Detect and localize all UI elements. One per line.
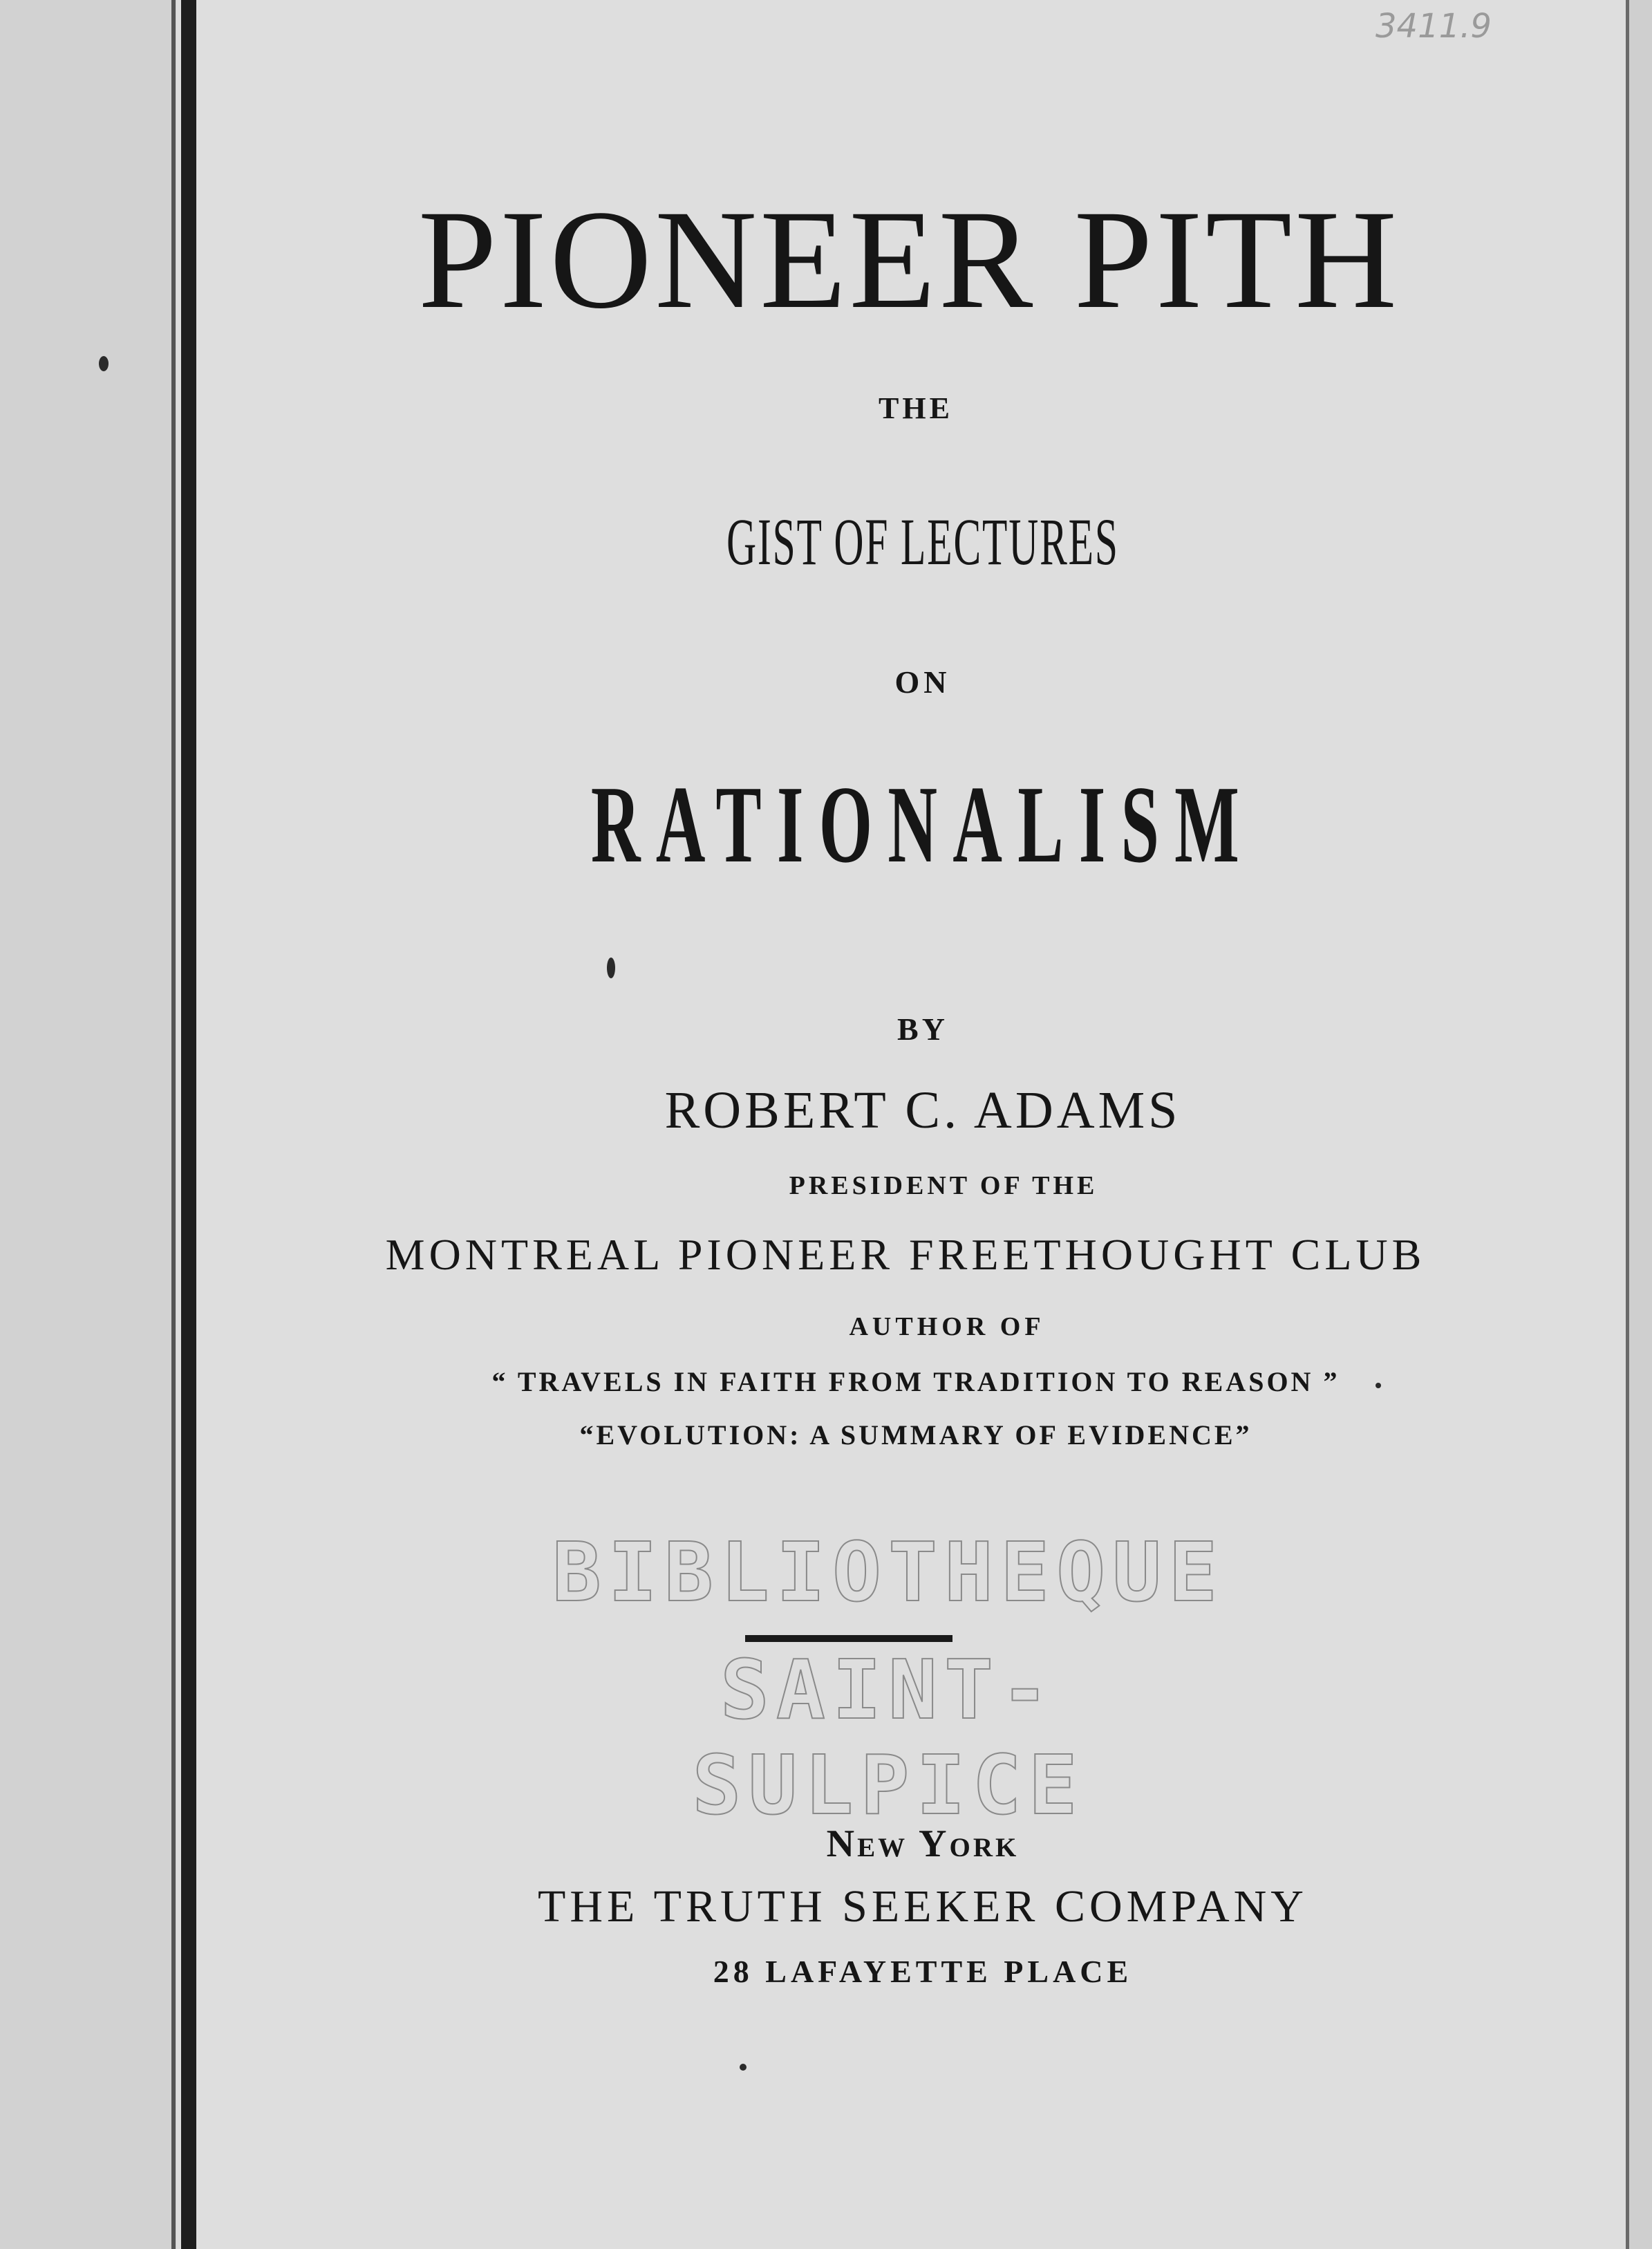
paper-speck <box>99 356 109 371</box>
stamp-line: BIBLIOTHEQUE <box>552 1524 1225 1620</box>
author-organization: MONTREAL PIONEER FREETHOUGHT CLUB <box>385 1230 1426 1279</box>
byline-by: BY <box>897 1011 948 1047</box>
author-name: ROBERT C. ADAMS <box>664 1081 1181 1139</box>
imprint-city: New York <box>826 1822 1020 1865</box>
subtitle-on: ON <box>894 664 951 700</box>
library-perforation-stamp <box>525 1524 1251 1833</box>
paper-speck <box>740 2064 747 2071</box>
paper-speck <box>1376 1383 1381 1388</box>
subtitle-gist: GIST OF LECTURES <box>726 505 1119 579</box>
imprint-publisher: THE TRUTH SEEKER COMPANY <box>538 1881 1308 1932</box>
imprint-address: 28 LAFAYETTE PLACE <box>713 1954 1133 1989</box>
stamp-line: SAINT-SULPICE <box>692 1642 1085 1833</box>
author-role: PRESIDENT OF THE <box>789 1171 1098 1200</box>
previous-work: “EVOLUTION: A SUMMARY OF EVIDENCE” <box>579 1419 1252 1450</box>
author-of-label: AUTHOR OF <box>849 1312 1045 1341</box>
binding-spine-line <box>181 0 196 2249</box>
paper-speck <box>607 958 615 978</box>
subtitle-the: THE <box>879 391 953 425</box>
binding-edge <box>0 0 176 2249</box>
previous-work: “ TRAVELS IN FAITH FROM TRADITION TO REASON ” <box>491 1366 1340 1397</box>
subtitle-topic: RATIONALISM <box>590 763 1255 886</box>
pencil-annotation: 3411.9 <box>1376 7 1492 46</box>
binding-shadow <box>171 0 176 2249</box>
book-title: PIONEER PITH <box>417 181 1400 338</box>
stamp-rule <box>745 1635 952 1642</box>
